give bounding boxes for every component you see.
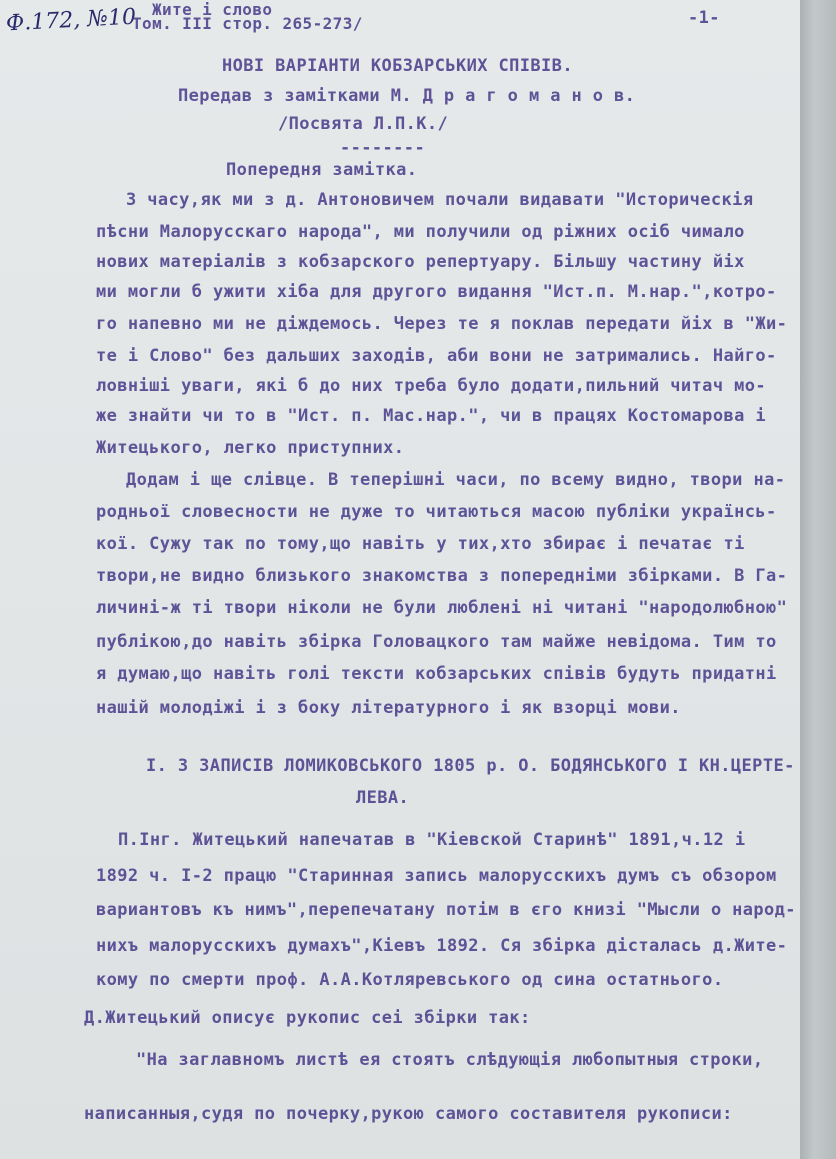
source-line-journal: Жите і слово: [152, 0, 273, 19]
handwritten-archive-ref: Ф.172, №10: [5, 4, 137, 37]
source-line-volume: Том. III стор. 265-273/: [132, 14, 363, 33]
text-line: З часу,як ми з д. Антоновичем почали видавати "Историческія: [126, 190, 754, 210]
text-line: твори,не видно близького знакомства з попередніми збірками. В Га-: [96, 566, 788, 586]
text-line: Д.Житецький описує рукопис сеі збірки так:: [84, 1008, 531, 1028]
text-line: нашій молодіжі і з боку літературного і як взорці мови.: [96, 698, 681, 718]
text-line: пѣсни Малорусскаго народа", ми получили од ріжних осіб чимало: [96, 222, 745, 242]
text-line: ловніші уваги, які б до них треба було додати,пильний читач мо-: [96, 376, 766, 396]
title-rule: --------: [340, 138, 426, 158]
intro-heading: Попередня замітка.: [226, 160, 418, 180]
quote-line: "На заглавномъ листѣ ея стоятъ слѣдующія любопытныя строки,: [136, 1050, 764, 1070]
text-line: нихъ малорусскихъ думахъ",Кіевъ 1892. Ся збірка дісталась д.Жите-: [96, 936, 788, 956]
document-title: НОВІ ВАРІАНТИ КОБЗАРСЬКИХ СПІВІВ.: [222, 56, 573, 76]
page-number: -1-: [688, 8, 720, 28]
text-line: вариантовъ къ нимъ",перепечатану потім в єго книзі "Мысли о народ-: [96, 900, 796, 920]
text-line: же знайти чи то в "Ист. п. Мас.нар.", чи в працях Костомарова і: [96, 406, 766, 426]
text-line: ми могли б ужити хіба для другого видання "Ист.п. М.нар.",котро-: [96, 282, 777, 302]
text-line: го напевно ми не діждемось. Через те я поклав передати йіх в "Жи-: [96, 314, 788, 334]
text-line: кому по смерти проф. А.А.Котляревського од сина остатнього.: [96, 970, 724, 990]
text-line: личині-ж ті твори ніколи не були люблені ні читані "народолюбною": [96, 598, 788, 618]
text-line: нових матеріалів з кобзарского репертуару. Більшу частину йіх: [96, 252, 745, 272]
page-edge-shadow: [800, 0, 836, 1159]
title-dedication: /Посвята Л.П.К./: [278, 114, 449, 134]
text-line: 1892 ч. I-2 працю "Старинная запись малорусскихъ думъ съ обзором: [96, 866, 777, 886]
text-line: я думаю,що навіть голі тексти кобзарських співів будуть придатні: [96, 664, 777, 684]
text-line: П.Інг. Житецький напечатав в "Кіевской Старинѣ" 1891,ч.12 і: [118, 830, 746, 850]
title-subtitle: Передав з замітками М. Д р а г о м а н о в.: [178, 86, 636, 106]
section-heading-cont: ЛЕВА.: [356, 788, 410, 808]
text-line: кої. Сужу так по тому,що навіть у тих,хто збирає і печатає ті: [96, 534, 745, 554]
section-heading: I. З ЗАПИСІВ ЛОМИКОВСЬКОГО 1805 р. О. БОДЯНСЬКОГО І КН.ЦЕРТЕ-: [146, 756, 795, 776]
text-line: публікою,до навіть збірка Головацкого там майже невідома. Тим то: [96, 632, 777, 652]
text-line: те і Слово" без дальших заходів, аби вони не затримались. Найго-: [96, 346, 777, 366]
text-line: Додам і ще слівце. В теперішні часи, по всему видно, твори на-: [126, 470, 786, 490]
text-line: Житецького, легко приступних.: [96, 438, 405, 458]
text-line: родньої словесности не дуже то читаються масою публіки українсь-: [96, 502, 777, 522]
quote-line: написанныя,судя по почерку,рукою самого составителя рукописи:: [84, 1104, 733, 1124]
